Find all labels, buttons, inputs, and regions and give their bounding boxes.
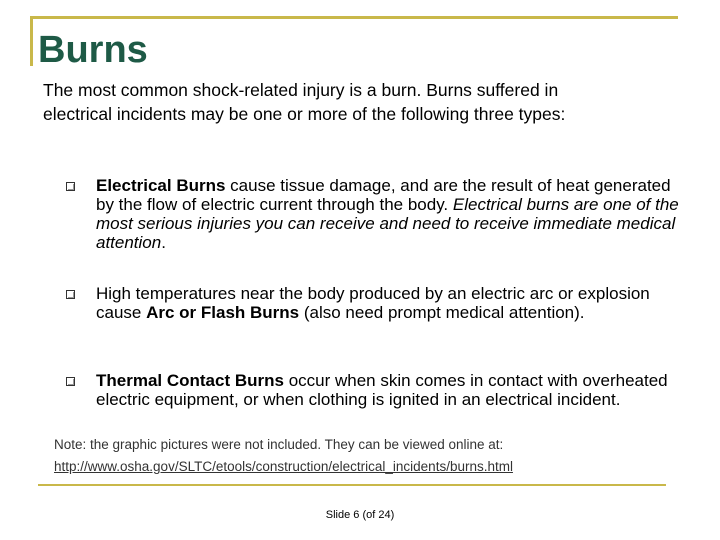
bullet-lead: High temperatures near the body produced by an electric arc or explosion cause	[96, 284, 650, 322]
bullet-term: Thermal Contact Burns	[96, 371, 284, 390]
square-bullet-icon	[66, 290, 75, 299]
frame-left-rule	[30, 16, 33, 66]
note-text: Note: the graphic pictures were not included. They can be viewed online at:	[54, 437, 504, 452]
square-bullet-icon	[66, 377, 75, 386]
bullet-tail: .	[161, 233, 166, 252]
bullet-body: cause tissue damage, and are the result of heat generated by the flow of electric current through the body.	[96, 176, 671, 214]
note	[54, 434, 513, 478]
frame-bottom-rule	[38, 484, 666, 486]
bullet-body: occur when skin comes in contact with overheated electric equipment, or when clothing is ignited in an electrical incident.	[96, 371, 668, 409]
bullet-text	[96, 371, 681, 409]
square-bullet-icon	[66, 182, 75, 191]
bullet-term: Electrical Burns	[96, 176, 226, 195]
osha-link[interactable]: http://www.osha.gov/SLTC/etools/construction/electrical_incidents/burns.html	[54, 459, 513, 474]
intro-paragraph: The most common shock-related injury is a burn. Burns suffered in electrical incidents may be one or more of the following three types:	[43, 80, 566, 124]
slide-number: Slide 6 (of 24)	[325, 509, 395, 521]
frame-top-rule	[30, 16, 678, 19]
bullet-text	[96, 176, 681, 252]
slide-title: Burns	[38, 29, 148, 71]
bullet-emphasis: Electrical burns are one of the most serious injuries you can receive and need to receive immediate medical attention	[96, 195, 679, 252]
bullet-term: Arc or Flash Burns	[146, 303, 300, 322]
bullet-body: (also need prompt medical attention).	[299, 303, 585, 322]
bullet-text	[96, 284, 681, 322]
